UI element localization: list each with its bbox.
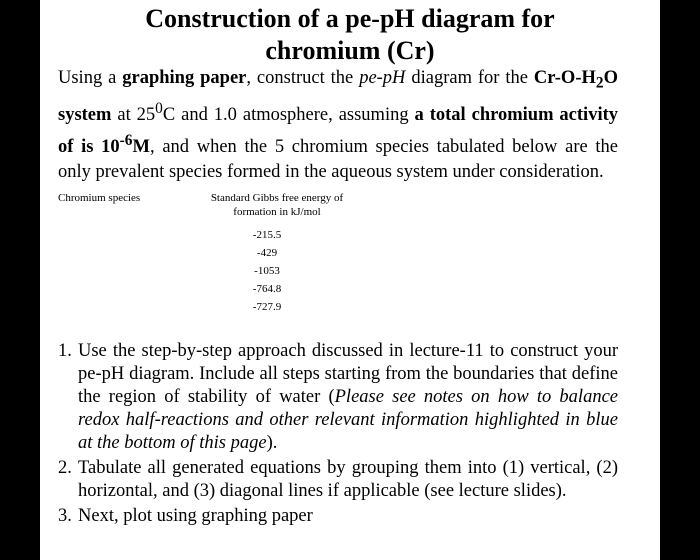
list-item: 1. Use the step-by-step approach discussed in lecture-11 to construct your pe-pH diagram. Include all steps starting from the boundaries that define the region of stability of water (Please see notes on how to balance redox half-reactions and other relevant information highlighted in blue at the bottom of this page). <box>58 341 618 453</box>
list-item: 2. Tabulate all generated equations by grouping them into (1) vertical, (2) horizontal, and (3) diagonal lines if applicable (see lecture slides). <box>58 458 618 501</box>
gibbs-value-3: -1053 <box>254 265 280 277</box>
table-header-gibbs: Standard Gibbs free energy of formation in kJ/mol <box>210 192 344 218</box>
page-title-line-1: Construction of a pe-pH diagram for <box>145 4 555 33</box>
document-page <box>40 0 660 560</box>
intro-paragraph: Using a graphing paper, construct the pe-pH diagram for the $Cr-O-H_2O$ system at $25^0C$ and 1.0 atmosphere, assuming a total chromium activity of is $10^{-6}M$, and when the 5 chromium species tabulated below are the only prevalent species formed in the aqueous system under consideration. <box>58 68 619 182</box>
instruction-list <box>58 340 618 528</box>
gibbs-value-4: -764.8 <box>252 283 282 295</box>
list-item: 3. Next, plot using graphing paper <box>58 506 313 526</box>
gibbs-value-5: -727.9 <box>252 301 282 313</box>
gibbs-value-1: -215.5 <box>252 229 282 241</box>
page-title-line-2: chromium (Cr) <box>265 36 435 65</box>
gibbs-value-2: -429 <box>256 247 278 259</box>
table-header-species: Chromium species <box>58 192 141 204</box>
